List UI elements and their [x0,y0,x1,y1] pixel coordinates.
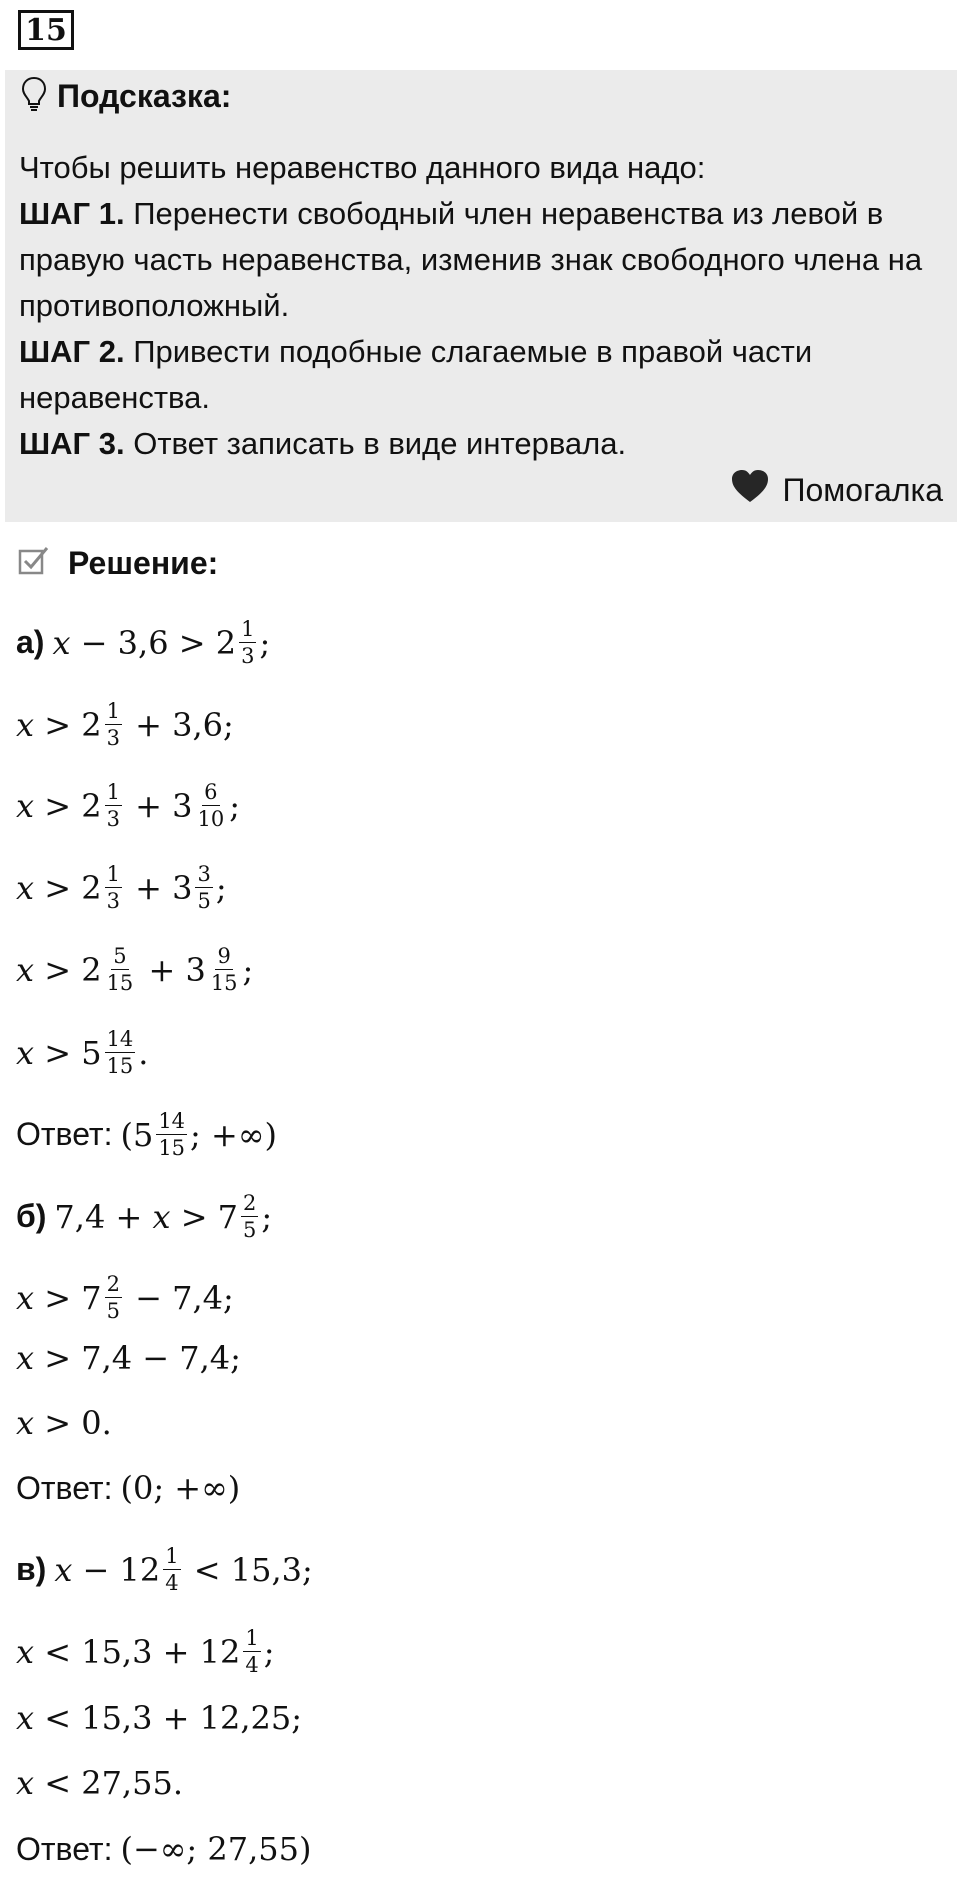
hint-step-text: Перенести свободный член неравенства из левой в правую часть неравенства, изменив знак свободного члена на противоположный. [19,196,923,323]
fraction-numerator: 14 [156,1109,187,1135]
math-text: + 3 [138,950,206,989]
checkbox-check-icon [18,545,50,582]
math-text: < 15,3 + 12 [34,1632,241,1671]
math-text: > 7,4 − 7,4; [34,1339,241,1377]
heart-icon [730,468,782,512]
fraction [105,1272,122,1323]
math-text: (−∞; 27,55) [120,1830,312,1868]
hint-step-label: ШАГ 3. [19,426,125,461]
fraction [163,1544,180,1595]
answer-line [16,1109,277,1160]
fraction [105,699,122,750]
equation-line [16,699,234,750]
math-variable: x [16,1404,35,1442]
solution-title: Решение: [68,545,219,581]
fraction-denominator: 15 [158,1136,186,1161]
equation-line [16,1699,302,1737]
fraction [195,862,212,913]
item-label: б) [16,1198,47,1235]
fraction-denominator: 15 [210,971,238,996]
fraction-denominator: 3 [106,889,120,914]
fraction-numerator: 1 [239,617,256,643]
fraction-denominator: 5 [243,1218,257,1243]
answer-label: Ответ: [16,1469,113,1506]
fraction-denominator: 5 [197,889,211,914]
fraction [105,944,136,995]
answer-line [16,1830,311,1868]
hint-step-text: Ответ записать в виде интервала. [124,426,627,461]
math-text: > 2 [34,705,102,744]
math-variable: x [16,1632,35,1671]
hint-title: Подсказка: [57,78,232,114]
hint-step-label: ШАГ 2. [19,334,125,369]
math-text: < 27,55. [34,1764,183,1802]
math-text: > 5 [34,1033,102,1072]
fraction [243,1626,260,1677]
fraction-numerator: 9 [215,944,232,970]
math-variable: x [16,1033,35,1072]
math-variable: x [152,1197,171,1236]
fraction-numerator: 3 [195,862,212,888]
math-text: > 2 [34,868,102,907]
hint-step-3 [19,421,944,467]
fraction [105,780,122,831]
hint-step-text: Привести подобные слагаемые в правой части неравенства. [19,334,813,415]
fraction-denominator: 3 [106,807,120,832]
math-variable: x [16,705,35,744]
fraction-denominator: 5 [106,1299,120,1324]
fraction [105,862,122,913]
fraction-denominator: 4 [245,1653,259,1678]
math-variable: x [16,1278,35,1317]
fraction-numerator: 1 [163,1544,180,1570]
math-text: ; +∞) [190,1115,277,1154]
fraction-numerator: 2 [241,1191,258,1217]
fraction-numerator: 2 [105,1272,122,1298]
fraction-numerator: 1 [105,862,122,888]
credit [730,468,943,512]
math-text: ; [215,868,227,907]
solution-header [18,545,218,582]
math-text: − 12 [72,1550,161,1589]
equation-line [16,1272,234,1323]
math-variable: x [16,868,35,907]
lightbulb-icon [21,76,47,117]
math-text: > 7 [170,1197,239,1236]
hint-header [21,76,231,117]
fraction-denominator: 4 [165,1571,179,1596]
fraction [209,944,240,995]
credit-label: Помогалка [782,471,943,508]
math-text: − 3,6 > 2 [70,623,237,662]
math-text: + 3 [124,786,193,825]
math-text: . [138,1033,149,1072]
fraction-numerator: 14 [105,1027,136,1053]
fraction-denominator: 15 [106,971,134,996]
math-text: + 3,6; [124,705,234,744]
math-text: (5 [120,1115,154,1154]
math-variable: x [16,1764,35,1802]
math-text: + 3 [124,868,193,907]
answer-line [16,1469,240,1507]
fraction-denominator: 10 [197,807,225,832]
answer-label: Ответ: [16,1830,113,1867]
math-variable: x [16,786,35,825]
fraction [156,1109,187,1160]
equation-line [16,780,240,831]
math-variable: x [16,1699,35,1737]
math-text: ; [263,1632,275,1671]
math-text: > 2 [34,786,102,825]
math-text: > 2 [34,950,102,989]
math-variable: x [54,1550,73,1589]
math-text: (0; +∞) [120,1469,241,1507]
item-label: в) [16,1551,47,1588]
item-label: а) [16,624,45,661]
fraction-numerator: 1 [243,1626,260,1652]
equation-line [16,1764,183,1802]
answer-label: Ответ: [16,1116,113,1153]
hint-step-2 [19,329,944,421]
fraction [195,780,226,831]
equation-line [16,1544,313,1595]
hint-step-1 [19,191,944,329]
hint-body [19,145,944,467]
math-text: − 7,4; [124,1278,234,1317]
equation-line [16,1626,274,1677]
equation-line [16,1191,272,1242]
hint-step-label: ШАГ 1. [19,196,125,231]
equation-line [16,1404,112,1442]
equation-line [16,1339,241,1377]
fraction-numerator: 1 [105,780,122,806]
equation-line [16,1027,148,1078]
fraction-numerator: 1 [105,699,122,725]
math-text: < 15,3 + 12,25; [34,1699,302,1737]
task-number: 15 [18,10,74,50]
math-text: ; [261,1197,273,1236]
math-text: ; [259,623,271,662]
hint-box [5,70,957,522]
fraction-denominator: 3 [106,726,120,751]
math-variable: x [52,623,71,662]
equation-line [16,944,253,995]
math-variable: x [16,1339,35,1377]
math-text: ; [229,786,240,825]
hint-intro: Чтобы решить неравенство данного вида надо: [19,150,706,185]
fraction [241,1191,258,1242]
fraction [239,617,256,668]
math-variable: x [16,950,35,989]
math-text: > 0. [34,1404,112,1442]
fraction-denominator: 15 [106,1054,134,1079]
fraction-denominator: 3 [241,644,255,669]
math-text: > 7 [34,1278,102,1317]
math-text: 7,4 + [54,1197,153,1236]
fraction-numerator: 5 [111,944,128,970]
fraction [105,1027,136,1078]
equation-line [16,617,270,668]
math-text: < 15,3; [183,1550,313,1589]
fraction-numerator: 6 [202,780,219,806]
math-text: ; [242,950,254,989]
equation-line [16,862,227,913]
